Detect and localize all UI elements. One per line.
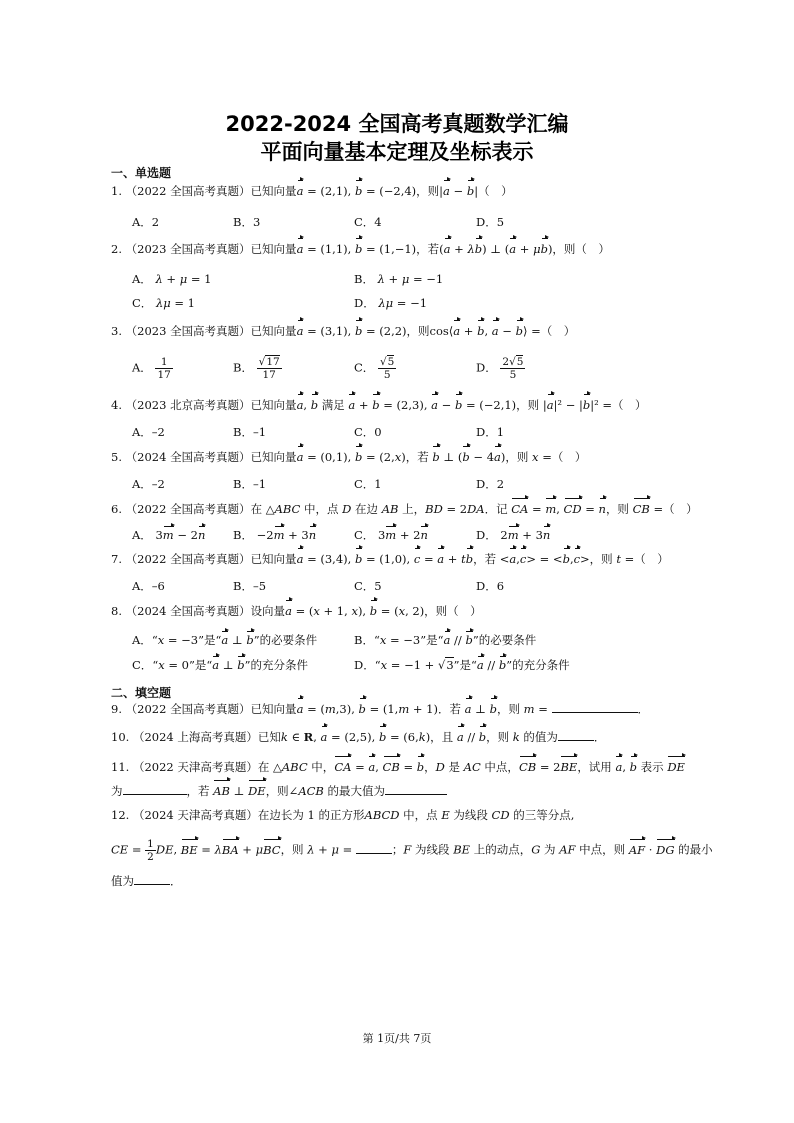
question-11: 11. （2022 天津高考真题）在 △ABC 中，CA = a, CB = b，D 是 AC 中点，CB = 2BE，试用 a, b 表示 DE <box>111 760 685 774</box>
q3-option-b: B． $\frac{√17}{17}$ <box>233 356 280 381</box>
q5-option-c: C．1 <box>354 477 382 491</box>
q8-option-c: C．“x = 0”是“a ⊥ b”的充分条件 <box>132 658 308 672</box>
q7-option-c: C．5 <box>354 579 382 593</box>
q3-option-a: A． $\frac{1}{17}$ <box>132 356 171 381</box>
question-7: 7. （2022 全国高考真题）已知向量a = (3,4), b = (1,0), c = a + tb，若 <a,c> = <b,c>，则 t =（ ） <box>111 552 669 566</box>
q8-option-a: A．“x = −3”是“a ⊥ b”的必要条件 <box>132 633 318 647</box>
q5-option-a: A．–2 <box>132 477 165 491</box>
question-12-end: 值为 ． <box>111 874 182 888</box>
q7-option-d: D．6 <box>476 579 505 593</box>
page-footer: 第 1页/共 7页 <box>362 1032 432 1045</box>
question-1: 1. （2022 全国高考真题）已知向量a = (2,1), b = (−2,4)，则|a − b|（ ） <box>111 184 513 198</box>
question-3: 3. （2023 全国高考真题）已知向量a = (3,1), b = (2,2)，则cos⟨a + b, a − b⟩ =（ ） <box>111 324 576 338</box>
question-12: 12. （2024 天津高考真题）在边长为 1 的正方形ABCD 中，点 E 为线段 CD 的三等分点, <box>111 808 575 822</box>
q5-option-d: D．2 <box>476 477 505 491</box>
question-6: 6. （2022 全国高考真题）在 △ABC 中，点 D 在边 AB 上，BD = 2DA．记 CA = m, CD = n，则 CB =（ ） <box>111 502 698 516</box>
q7-option-b: B．–5 <box>233 579 267 593</box>
q3-option-c: C． $\frac{√5}{5}$ <box>354 356 395 381</box>
section-single-choice: 一、单选题 <box>111 166 172 180</box>
q6-option-b: B． −2m + 3n <box>233 528 317 542</box>
q2-option-a: A． λ + μ = 1 <box>132 272 212 286</box>
question-9: 9. （2022 全国高考真题）已知向量a = (m,3), b = (1,m + 1)．若 a ⊥ b，则 m = ． <box>111 702 650 716</box>
q2-option-c: C． λμ = 1 <box>132 296 195 310</box>
q6-option-d: D． 2m + 3n <box>476 528 551 542</box>
q6-option-c: C． 3m + 2n <box>354 528 428 542</box>
q1-option-d: D．5 <box>476 215 505 229</box>
q7-option-a: A．–6 <box>132 579 165 593</box>
document-title: 2022-2024 全国高考真题数学汇编 <box>225 112 569 136</box>
question-12-cont: CE = $\frac{1}{2}$ DE, BE = λBA + μBC，则 λ + μ = ；F 为线段 BE 上的动点，G 为 AF 中点，则 AF · DG 的最小 <box>111 838 713 863</box>
section-fill-blank: 二、填空题 <box>111 686 172 700</box>
q1-option-a: A．2 <box>132 215 160 229</box>
q4-option-b: B．–1 <box>233 425 267 439</box>
question-5: 5. （2024 全国高考真题）已知向量a = (0,1), b = (2,x)，若 b ⊥ (b − 4a)，则 x =（ ） <box>111 450 587 464</box>
q2-option-d: D． λμ = −1 <box>354 296 428 310</box>
q4-option-d: D．1 <box>476 425 505 439</box>
question-10: 10. （2024 上海高考真题）已知k ∈ R, a = (2,5), b = (6,k)，且 a // b，则 k 的值为 ． <box>111 730 606 744</box>
q5-option-b: B．–1 <box>233 477 267 491</box>
q3-option-d: D． $\frac{2√5}{5}$ <box>476 356 524 381</box>
question-2: 2. （2023 全国高考真题）已知向量a = (1,1), b = (1,−1)，若(a + λb) ⊥ (a + μb)，则（ ） <box>111 242 610 256</box>
q8-option-d: D．“x = −1 + √3”是“a // b”的充分条件 <box>354 658 570 672</box>
q8-option-b: B．“x = −3”是“a // b”的必要条件 <box>354 633 537 647</box>
question-4: 4. （2023 北京高考真题）已知向量a, b 满足 a + b = (2,3), a − b = (−2,1)，则 |a|² − |b|² =（ ） <box>111 398 647 412</box>
q2-option-b: B． λ + μ = −1 <box>354 272 444 286</box>
question-8: 8. （2024 全国高考真题）设向量a = (x + 1, x), b = (x, 2)，则（ ） <box>111 604 482 618</box>
q4-option-a: A．–2 <box>132 425 165 439</box>
question-11-cont: 为 ，若 AB ⊥ DE，则∠ACB 的最大值为 <box>111 782 691 800</box>
q4-option-c: C．0 <box>354 425 382 439</box>
q1-option-c: C．4 <box>354 215 382 229</box>
q6-option-a: A． 3m − 2n <box>132 528 206 542</box>
document-subtitle: 平面向量基本定理及坐标表示 <box>260 140 534 164</box>
q1-option-b: B．3 <box>233 215 261 229</box>
